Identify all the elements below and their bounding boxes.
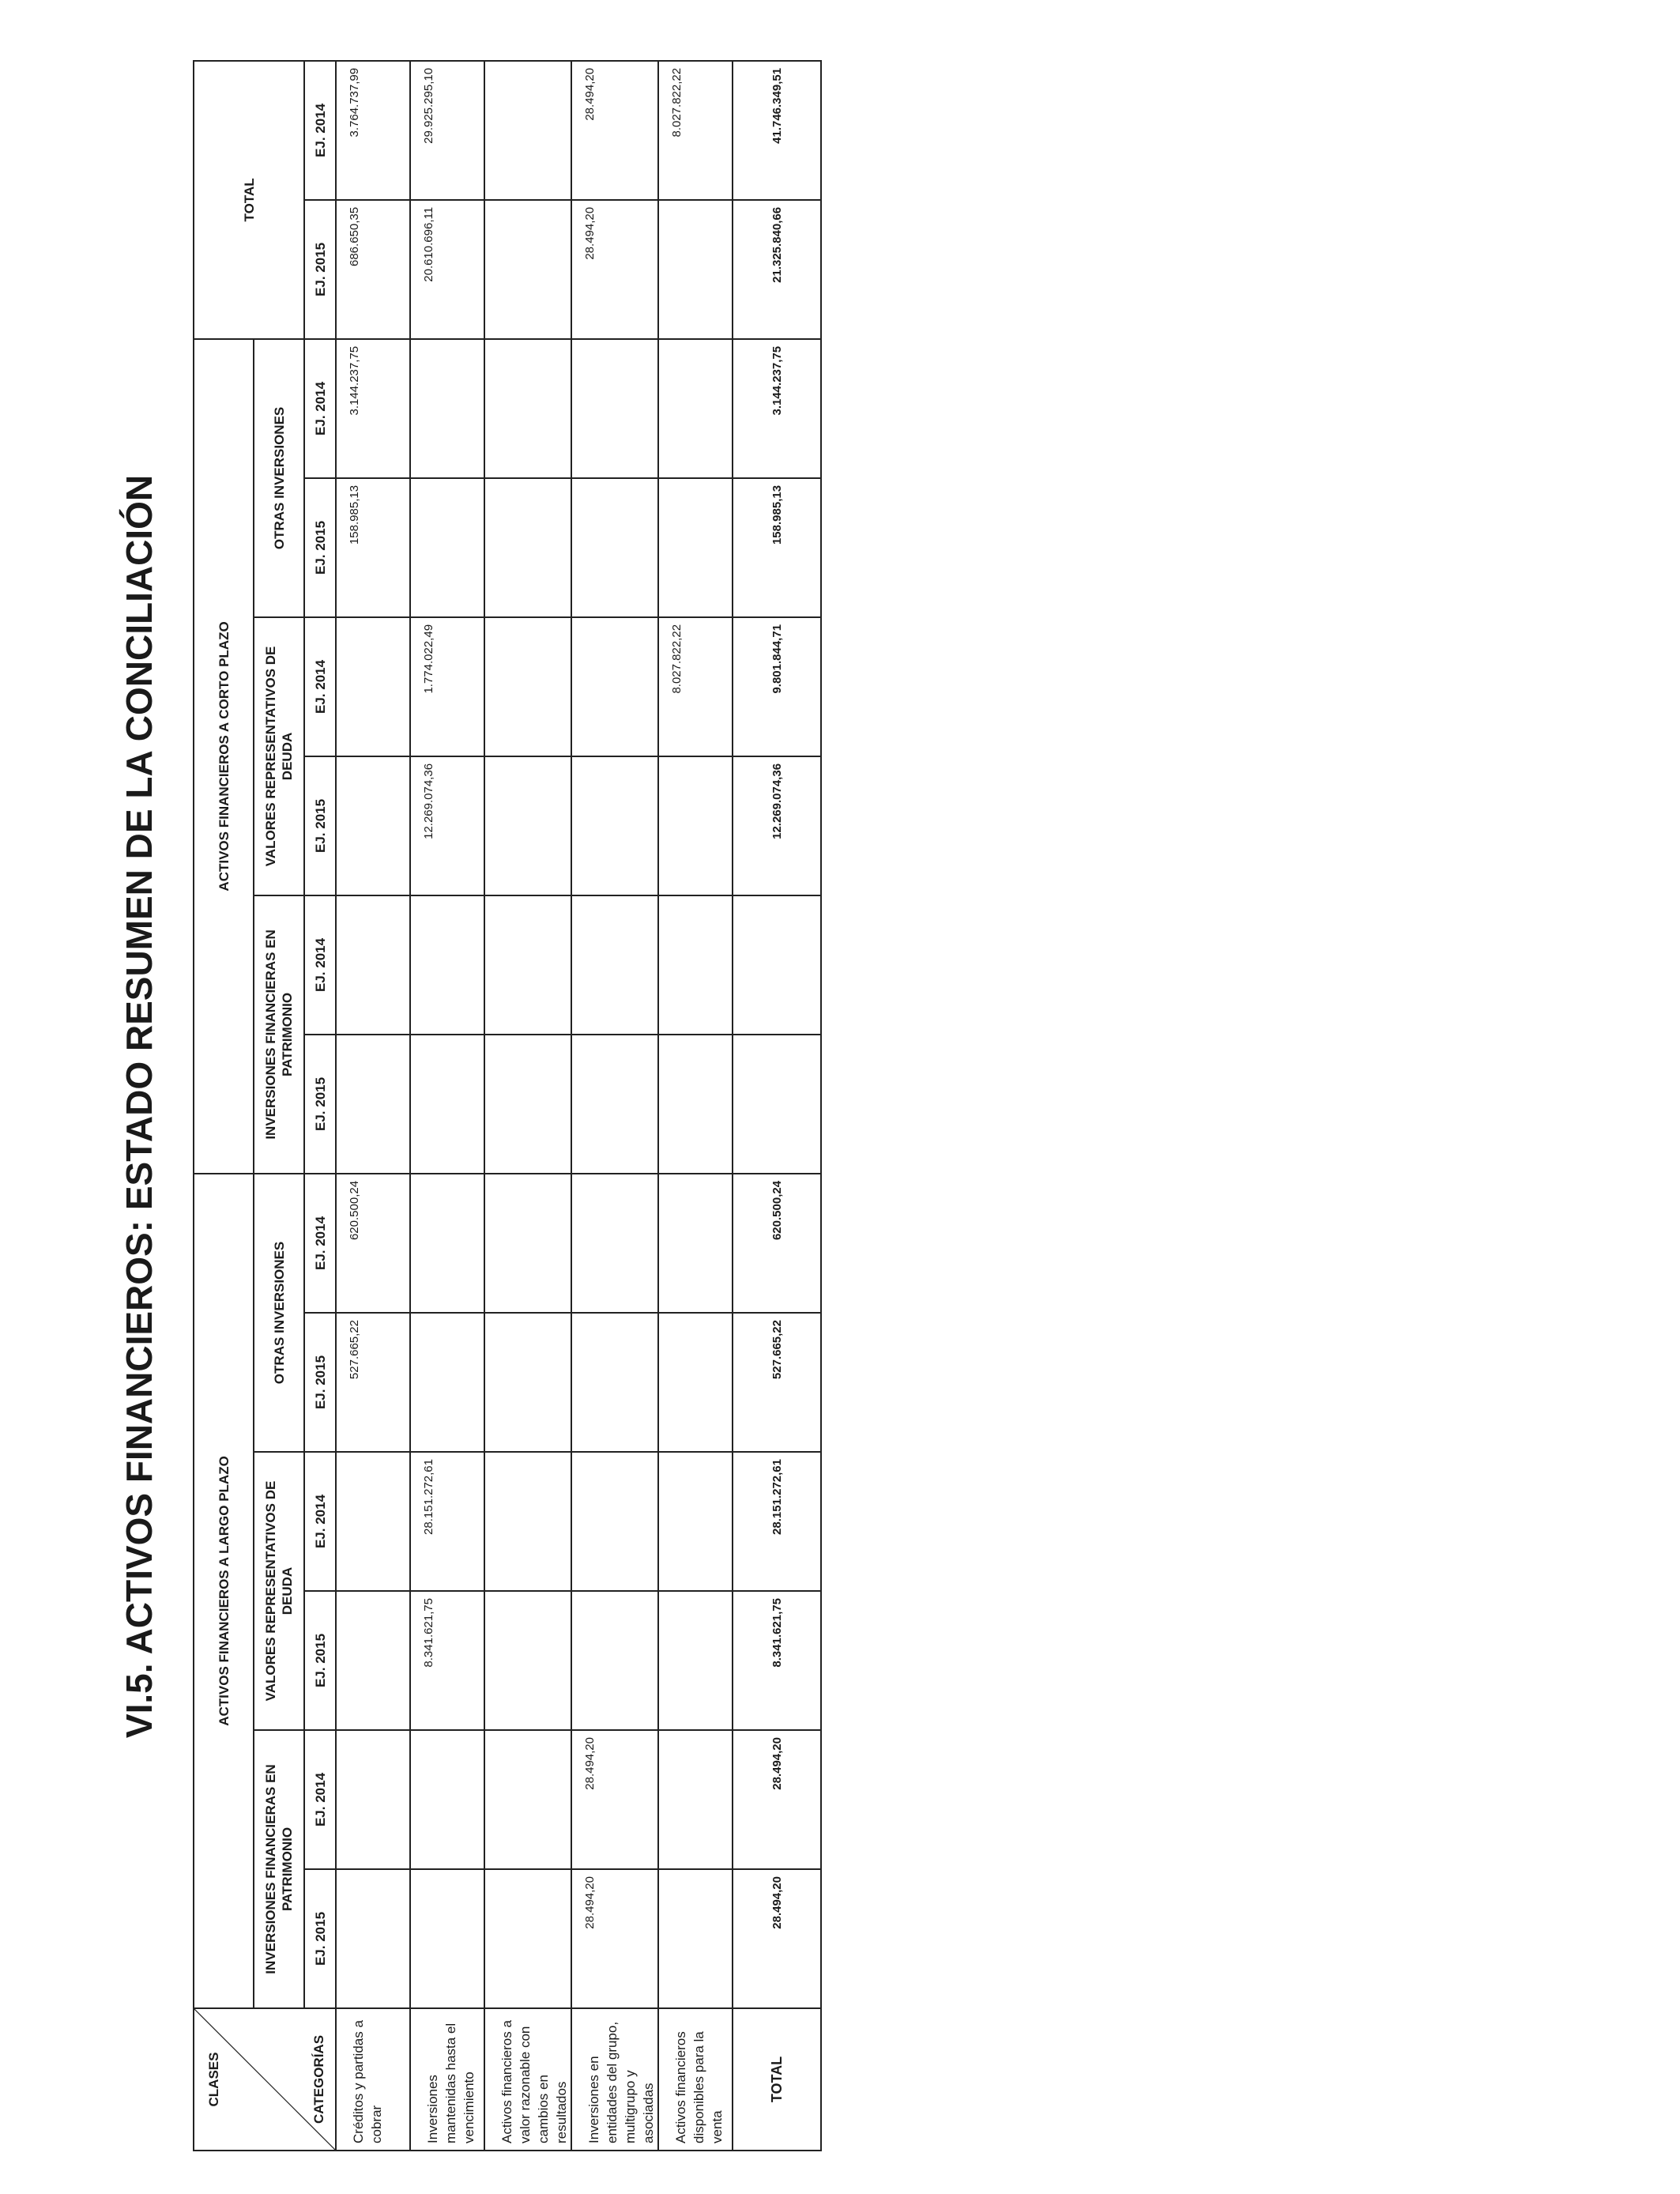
year-header: EJ. 2015: [304, 756, 336, 895]
value-cell: 20.610.696,11: [410, 200, 484, 339]
subgroup-header: VALORES REPRESENTATIVOS DE DEUDA: [254, 617, 304, 895]
subgroup-header: INVERSIONES FINANCIERAS EN PATRIMONIO: [254, 1730, 304, 2008]
value-cell: [410, 1730, 484, 1869]
category-cell: Activos financieros a valor razonable con cambios en resultados: [484, 2008, 571, 2151]
value-cell: [571, 1174, 658, 1313]
value-cell: [571, 1313, 658, 1452]
total-value-cell: 527.665,22: [733, 1313, 821, 1452]
value-cell: [484, 200, 571, 339]
value-cell: [571, 1591, 658, 1730]
value-cell: [484, 1730, 571, 1869]
value-cell: [410, 478, 484, 617]
value-cell: 29.925.295,10: [410, 61, 484, 200]
value-cell: [571, 756, 658, 895]
group-header-corto: ACTIVOS FINANCIEROS A CORTO PLAZO: [194, 339, 254, 1174]
total-value-cell: 8.341.621,75: [733, 1591, 821, 1730]
total-value-cell: 9.801.844,71: [733, 617, 821, 756]
value-cell: 28.151.272,61: [410, 1452, 484, 1591]
year-header: EJ. 2015: [304, 1591, 336, 1730]
category-cell: Créditos y partidas a cobrar: [336, 2008, 410, 2151]
value-cell: [571, 478, 658, 617]
value-cell: 158.985,13: [336, 478, 410, 617]
year-header: EJ. 2014: [304, 895, 336, 1035]
value-cell: 527.665,22: [336, 1313, 410, 1452]
total-label: TOTAL: [733, 2008, 821, 2151]
value-cell: [410, 1174, 484, 1313]
value-cell: [336, 1730, 410, 1869]
value-cell: [658, 1591, 733, 1730]
value-cell: [410, 1035, 484, 1174]
table-row: [484, 61, 571, 2151]
group-header-largo: ACTIVOS FINANCIEROS A LARGO PLAZO: [194, 1174, 254, 2008]
total-value-cell: 41.746.349,51: [733, 61, 821, 200]
total-value-cell: 28.494,20: [733, 1730, 821, 1869]
corner-categorias-label: CATEGORÍAS: [311, 2034, 326, 2124]
value-cell: [658, 756, 733, 895]
value-cell: [484, 1035, 571, 1174]
year-header: EJ. 2015: [304, 200, 336, 339]
value-cell: [484, 339, 571, 478]
table-row: [658, 61, 733, 2151]
value-cell: [484, 617, 571, 756]
year-header: EJ. 2015: [304, 1035, 336, 1174]
value-cell: 686.650,35: [336, 200, 410, 339]
value-cell: [658, 339, 733, 478]
total-value-cell: 28.151.272,61: [733, 1452, 821, 1591]
value-cell: [336, 1869, 410, 2008]
subgroup-header: VALORES REPRESENTATIVOS DE DEUDA: [254, 1452, 304, 1730]
value-cell: 28.494,20: [571, 1730, 658, 1869]
value-cell: [410, 895, 484, 1035]
value-cell: [571, 617, 658, 756]
value-cell: 3.144.237,75: [336, 339, 410, 478]
subgroup-header: INVERSIONES FINANCIERAS EN PATRIMONIO: [254, 895, 304, 1174]
total-value-cell: 21.325.840,66: [733, 200, 821, 339]
value-cell: [484, 1174, 571, 1313]
value-cell: [658, 1313, 733, 1452]
page-title: VI.5. ACTIVOS FINANCIEROS: ESTADO RESUMEN DE LA CONCILIACIÓN: [119, 474, 160, 1739]
year-header: EJ. 2015: [304, 1869, 336, 2008]
year-header: EJ. 2014: [304, 617, 336, 756]
corner-header: [194, 2008, 336, 2151]
value-cell: [571, 339, 658, 478]
value-cell: [571, 895, 658, 1035]
value-cell: [658, 1452, 733, 1591]
value-cell: [658, 478, 733, 617]
value-cell: [410, 339, 484, 478]
total-value-cell: [733, 1035, 821, 1174]
value-cell: [336, 756, 410, 895]
year-header: EJ. 2014: [304, 1730, 336, 1869]
year-header: EJ. 2014: [304, 1174, 336, 1313]
category-cell: Inversiones mantenidas hasta el vencimiento: [410, 2008, 484, 2151]
value-cell: [484, 756, 571, 895]
value-cell: 28.494,20: [571, 61, 658, 200]
value-cell: 28.494,20: [571, 200, 658, 339]
group-header-total: TOTAL: [194, 61, 304, 339]
table-body: [336, 61, 821, 2151]
value-cell: [571, 1035, 658, 1174]
year-header: EJ. 2015: [304, 1313, 336, 1452]
total-value-cell: 3.144.237,75: [733, 339, 821, 478]
value-cell: [484, 478, 571, 617]
value-cell: 28.494,20: [571, 1869, 658, 2008]
table-row: [410, 61, 484, 2151]
corner-clases-label: CLASES: [206, 2052, 221, 2107]
total-value-cell: [733, 895, 821, 1035]
value-cell: [658, 1174, 733, 1313]
value-cell: [410, 1313, 484, 1452]
year-header: EJ. 2014: [304, 339, 336, 478]
value-cell: 8.027.822,22: [658, 617, 733, 756]
value-cell: 12.269.074,36: [410, 756, 484, 895]
total-row: [733, 61, 821, 2151]
value-cell: [571, 1452, 658, 1591]
year-header: EJ. 2014: [304, 61, 336, 200]
value-cell: [484, 1591, 571, 1730]
value-cell: [658, 1730, 733, 1869]
value-cell: [658, 895, 733, 1035]
value-cell: [484, 1313, 571, 1452]
value-cell: [658, 1035, 733, 1174]
value-cell: [484, 1869, 571, 2008]
value-cell: [336, 1591, 410, 1730]
value-cell: [484, 1452, 571, 1591]
value-cell: [336, 1035, 410, 1174]
value-cell: 1.774.022,49: [410, 617, 484, 756]
year-header: EJ. 2015: [304, 478, 336, 617]
year-header: EJ. 2014: [304, 1452, 336, 1591]
total-value-cell: 158.985,13: [733, 478, 821, 617]
value-cell: [658, 200, 733, 339]
value-cell: 3.764.737,99: [336, 61, 410, 200]
value-cell: [484, 895, 571, 1035]
reconciliation-table: [193, 60, 822, 2151]
value-cell: [336, 617, 410, 756]
category-cell: Activos financieros disponibles para la venta: [658, 2008, 733, 2151]
total-value-cell: 12.269.074,36: [733, 756, 821, 895]
table-row: [571, 61, 658, 2151]
value-cell: 8.341.621,75: [410, 1591, 484, 1730]
value-cell: 8.027.822,22: [658, 61, 733, 200]
total-value-cell: 620.500,24: [733, 1174, 821, 1313]
year-header-row: [304, 61, 336, 2151]
value-cell: [336, 895, 410, 1035]
value-cell: [658, 1869, 733, 2008]
table-row: [336, 61, 410, 2151]
value-cell: [336, 1452, 410, 1591]
value-cell: [410, 1869, 484, 2008]
subgroup-header: OTRAS INVERSIONES: [254, 339, 304, 617]
total-value-cell: 28.494,20: [733, 1869, 821, 2008]
rotated-page: [107, 62, 785, 2151]
category-cell: Inversiones en entidades del grupo, multigrupo y asociadas: [571, 2008, 658, 2151]
value-cell: 620.500,24: [336, 1174, 410, 1313]
subgroup-header: OTRAS INVERSIONES: [254, 1174, 304, 1452]
value-cell: [484, 61, 571, 200]
